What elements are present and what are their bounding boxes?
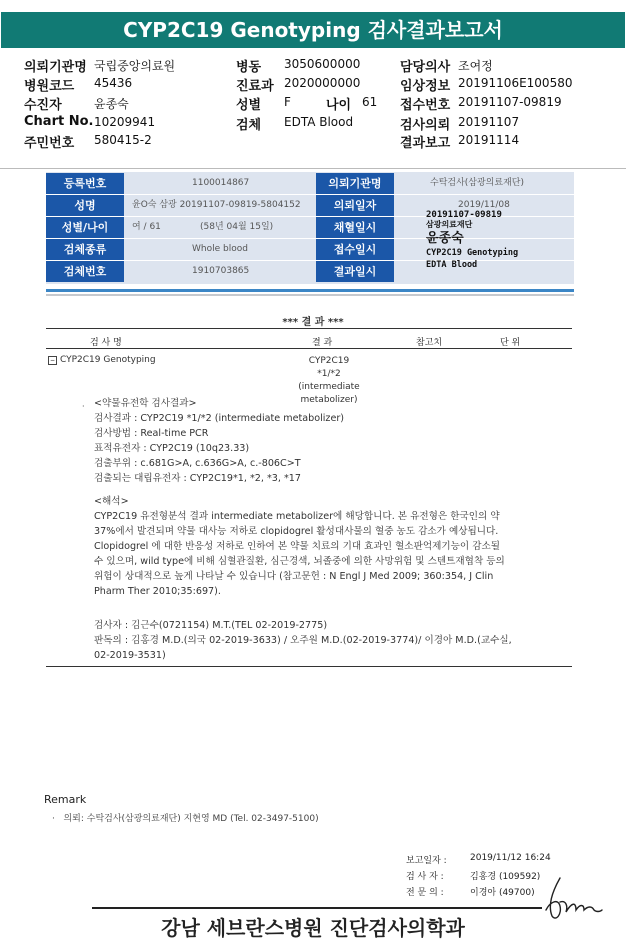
sex-age-label: 성별/나이	[46, 217, 124, 238]
sex-age-value: 여 / 61	[132, 222, 161, 232]
specimen-type-value: Whole blood	[192, 244, 248, 254]
physician-label: 담당의사	[400, 60, 451, 75]
request-date-label: 의뢰일자	[316, 195, 394, 216]
reg-no-value: 1100014867	[192, 178, 250, 188]
resident-no-label: 주민번호	[24, 136, 75, 151]
interpretation-line: 위험이 상대적으로 높게 나타날 수 있습니다 (참고문헌 : N Engl J Med 2009; 360:354, J Clin	[94, 571, 494, 582]
stamp-specimen: EDTA Blood	[426, 260, 478, 270]
hospital-code-value: 45436	[94, 76, 133, 90]
patient-info	[24, 56, 604, 152]
pgx-line: 검사방법 : Real-time PCR	[94, 428, 209, 439]
specimen-value: EDTA Blood	[284, 115, 354, 129]
collection-date-label: 채혈일시	[316, 217, 394, 238]
signoff-tester-value: 김홍경 (109592)	[470, 872, 541, 882]
age-value: 61	[362, 95, 378, 109]
org-value: 수탁검사(삼광의료재단)	[430, 178, 524, 188]
interpretation-line: Clopidogrel 에 대한 반응성 저하로 인하여 본 약물 치료의 기대 효과인 혈소판억제기능이 감소될	[94, 541, 501, 552]
signoff-tester-label: 검 사 자 :	[406, 872, 444, 882]
table-header-rule	[46, 348, 572, 349]
recipient-value: 윤종숙	[94, 97, 129, 111]
report-title: CYP2C19 Genotyping 검사결과보고서	[1, 12, 625, 48]
result-value: CYP2C19 *1/*2 (intermediate metabolizer)	[298, 356, 360, 405]
report-date-value: 2019/11/12 16:24	[470, 853, 551, 863]
report-date-label: 보고일자 :	[406, 856, 447, 866]
result-report-label: 결과보고	[400, 136, 451, 151]
pgx-line: 검출부위 : c.681G>A, c.636G>A, c.-806C>T	[94, 458, 301, 469]
stamp-test: CYP2C19 Genotyping	[426, 248, 519, 258]
requesting-org-value: 국립중앙의료원	[94, 59, 176, 73]
specimen-no-value: 1910703865	[192, 266, 250, 276]
department-label: 진료과	[236, 79, 274, 94]
reader-info: 판독의 : 김홍경 M.D.(의국 02-2019-3633) / 오주원 M.D.(02-2019-3774)/ 이경아 M.D.(교수실,	[94, 635, 512, 646]
footer-institution: 강남 세브란스병원 진단검사의학과	[161, 916, 465, 940]
interpretation-heading: <해석>	[94, 496, 129, 507]
reg-no-label: 등록번호	[46, 173, 124, 194]
birth-value: (58년 04월 15일)	[200, 222, 274, 232]
physician-value: 조여정	[458, 59, 493, 73]
reader-info-cont: 02-2019-3531)	[94, 650, 166, 661]
tester-info: 검사자 : 김근수(0721154) M.T.(TEL 02-2019-2775)	[94, 620, 328, 631]
section-bullet: ·	[82, 402, 85, 411]
pgx-line: 검출되는 대립유전자 : CYP2C19*1, *2, *3, *17	[94, 473, 301, 484]
result-date-label: 결과일시	[316, 261, 394, 282]
col-reference: 참고치	[416, 338, 443, 348]
specialist-label: 전 문 의 :	[406, 888, 444, 898]
department-value: 2020000000	[284, 76, 361, 90]
remark-item	[52, 811, 319, 824]
page-divider	[0, 168, 626, 169]
footer-rule	[92, 907, 542, 909]
specialist-value: 이경아 (49700)	[470, 888, 535, 898]
specimen-label: 검체	[236, 118, 262, 133]
reception-no-value: 20191107-09819	[458, 95, 562, 109]
pgx-line: 검사결과 : CYP2C19 *1/*2 (intermediate metabolizer)	[94, 413, 345, 424]
specimen-no-label: 검체번호	[46, 261, 124, 282]
panel-accent-rule	[46, 289, 574, 292]
interpretation-line: 수 있으며, wild type에 비해 심혈관질환, 심근경색, 뇌졸중에 의한 사망위험 및 스텐트재협착 등의	[94, 556, 505, 567]
specimen-type-label: 검체종류	[46, 239, 124, 260]
test-name: CYP2C19 Genotyping	[60, 355, 156, 365]
sex-label: 성별	[236, 98, 262, 113]
collapse-toggle-icon[interactable]: −	[49, 357, 56, 364]
hospital-code-label: 병원코드	[24, 79, 75, 94]
stamp-org: 삼광의료재단	[426, 220, 473, 229]
clinical-info-value: 20191106E100580	[458, 76, 573, 90]
test-request-value: 20191107	[458, 115, 520, 129]
interpretation-line: 37%에서 발견되며 약물 대사능 저하로 clopidogrel 활성대사물의 혈중 농도 감소가 예상됩니다.	[94, 526, 499, 537]
remark-title: Remark	[44, 793, 87, 806]
request-date-value: 2019/11/08	[458, 200, 510, 210]
clinical-info-label: 임상정보	[400, 79, 451, 94]
ward-value: 3050600000	[284, 57, 361, 71]
chart-no-value: 10209941	[94, 115, 156, 129]
interpretation-line: Pharm Ther 2010;35:697).	[94, 586, 221, 597]
panel-shadow-rule	[46, 294, 574, 296]
name-value: 윤O숙 삼광 20191107-09819-5804152	[132, 200, 301, 210]
col-result: 결 과	[312, 338, 333, 348]
test-request-label: 검사의뢰	[400, 118, 451, 133]
pgx-heading: <약물유전학 검사결과>	[94, 398, 197, 409]
remark-text: 의뢰: 수탁검사(삼광의료재단) 지현영 MD (Tel. 02-3497-5100)	[63, 814, 319, 824]
reception-date-label: 접수일시	[316, 239, 394, 260]
result-report-value: 20191114	[458, 133, 520, 147]
pgx-line: 표적유전자 : CYP2C19 (10q23.33)	[94, 443, 250, 454]
interpretation-line: CYP2C19 유전형분석 결과 intermediate metabolizer에 해당합니다. 본 유전형은 한국인의 약	[94, 511, 500, 522]
sex-value: F	[284, 95, 291, 109]
chart-no-label: Chart No.	[24, 114, 94, 129]
stamp-patient-name: 윤종숙	[426, 231, 464, 246]
org-label: 의뢰기관명	[316, 173, 394, 194]
recipient-label: 수진자	[24, 98, 62, 113]
col-test-name: 검 사 명	[90, 338, 122, 348]
table-bottom-rule	[46, 666, 572, 667]
requesting-org-label: 의뢰기관명	[24, 60, 87, 75]
remark-bullet: ·	[52, 814, 55, 824]
reception-no-label: 접수번호	[400, 98, 451, 113]
stamp-reception-no: 20191107-09819	[426, 210, 502, 220]
resident-no-value: 580415-2	[94, 133, 152, 147]
name-label: 성명	[46, 195, 124, 216]
table-top-rule	[46, 328, 572, 329]
specimen-label-sticker	[426, 210, 576, 276]
results-section-title: *** 결 과 ***	[282, 317, 344, 328]
ward-label: 병동	[236, 60, 262, 75]
col-unit: 단 위	[500, 338, 521, 348]
age-label: 나이	[326, 98, 352, 113]
